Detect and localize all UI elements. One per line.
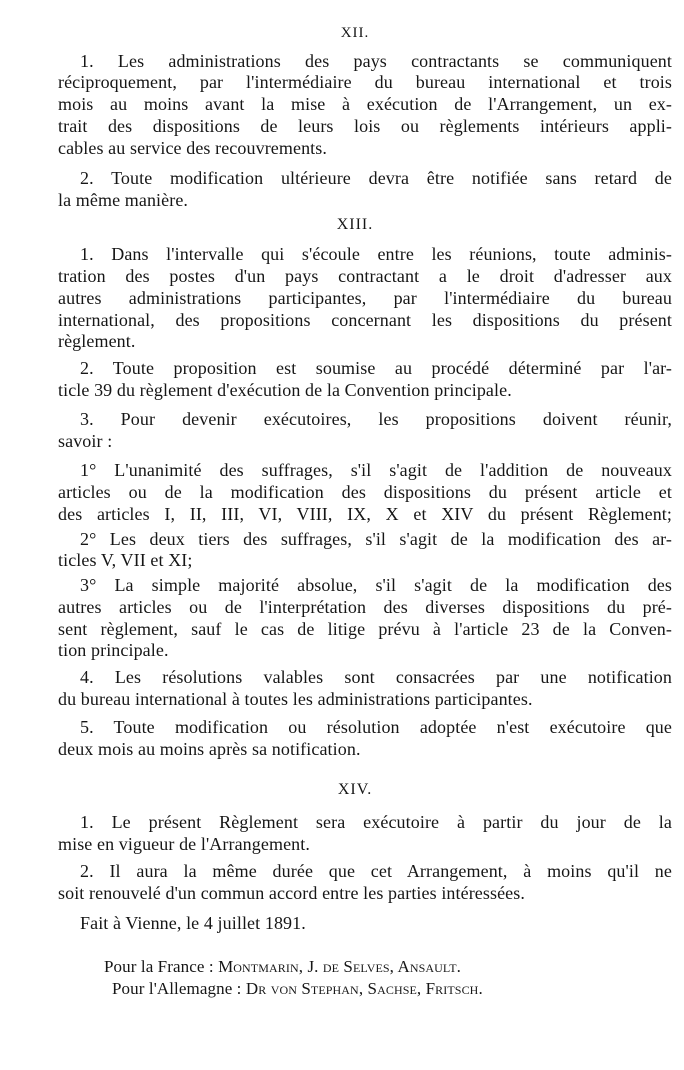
text-line: du bureau international à toutes les administrations participantes. <box>58 689 533 709</box>
article-heading: XIV. <box>337 781 373 798</box>
text-line: soit renouvelé d'un commun accord entre les parties intéressées. <box>58 883 525 903</box>
text-line: 1° L'unanimité des suffrages, s'il s'agit de l'addition de nouveaux <box>80 460 672 480</box>
text-line: savoir : <box>58 431 113 451</box>
text-line: la même manière. <box>58 190 189 210</box>
text-line: 2° Les deux tiers des suffrages, s'il s'agit de la modification des ar- <box>80 529 672 549</box>
text-line: 3° La simple majorité absolue, s'il s'agit de la modification des <box>80 575 672 595</box>
text-line: réciproquement, par l'intermédiaire du bureau international et trois <box>58 72 672 92</box>
text-line: tion principale. <box>58 640 169 660</box>
text-line: ticles V, VII et XI; <box>58 550 193 570</box>
signatories-france <box>104 956 461 978</box>
text-line: tration des postes d'un pays contractant a le droit d'adresser aux <box>58 266 672 286</box>
text-line: autres articles ou de l'interprétation des diverses dispositions du pré- <box>58 597 672 617</box>
text-line: articles ou de la modification des dispositions du présent article et <box>58 482 672 502</box>
text-line: 1. Les administrations des pays contractants se communiquent <box>80 51 672 71</box>
signatories-france-prefix: Pour la France : <box>104 957 219 976</box>
text-line: 3. Pour devenir exécutoires, les propositions doivent réunir, <box>80 409 672 429</box>
text-line: international, des propositions concernant les dispositions du présent <box>58 310 672 330</box>
text-line: cables au service des recouvrements. <box>58 138 327 158</box>
place-and-date: Fait à Vienne, le 4 juillet 1891. <box>80 913 306 933</box>
text-line: 1. Le présent Règlement sera exécutoire à partir du jour de la <box>80 812 672 832</box>
text-line: 5. Toute modification ou résolution adoptée n'est exécutoire que <box>80 717 672 737</box>
text-line: 2. Toute modification ultérieure devra être notifiée sans retard de <box>80 168 672 188</box>
text-line: 2. Il aura la même durée que cet Arrangement, à moins qu'il ne <box>80 861 672 881</box>
text-line: 1. Dans l'intervalle qui s'écoule entre les réunions, toute adminis- <box>80 244 672 264</box>
signatories-germany-prefix: Pour l'Allemagne : <box>112 979 246 998</box>
signatories-germany-names: Dr von Stephan, Sachse, Fritsch. <box>245 979 483 998</box>
text-line: sent règlement, sauf le cas de litige prévu à l'article 23 de la Conven- <box>58 619 672 639</box>
signatories-france-names: Montmarin, J. de Selves, Ansault. <box>218 957 462 976</box>
text-line: ticle 39 du règlement d'exécution de la Convention principale. <box>58 380 512 400</box>
article-heading: XIII. <box>336 216 374 233</box>
text-line: des articles I, II, III, VI, VIII, IX, X et XIV du présent Règlement; <box>58 504 672 524</box>
text-line: 2. Toute proposition est soumise au procédé déterminé par l'ar- <box>80 358 672 378</box>
text-line: 4. Les résolutions valables sont consacrées par une notification <box>80 667 672 687</box>
text-line: mois au moins avant la mise à exécution de l'Arrangement, un ex- <box>58 94 672 114</box>
text-line: règlement. <box>58 331 136 351</box>
signatories-germany <box>112 978 483 1000</box>
text-line: mise en vigueur de l'Arrangement. <box>58 834 310 854</box>
text-line: trait des dispositions de leurs lois ou règlements intérieurs appli- <box>58 116 672 136</box>
text-line: deux mois au moins après sa notification. <box>58 739 361 759</box>
text-line: autres administrations participantes, par l'intermédiaire du bureau <box>58 288 672 308</box>
page-number: XII. <box>340 25 370 41</box>
